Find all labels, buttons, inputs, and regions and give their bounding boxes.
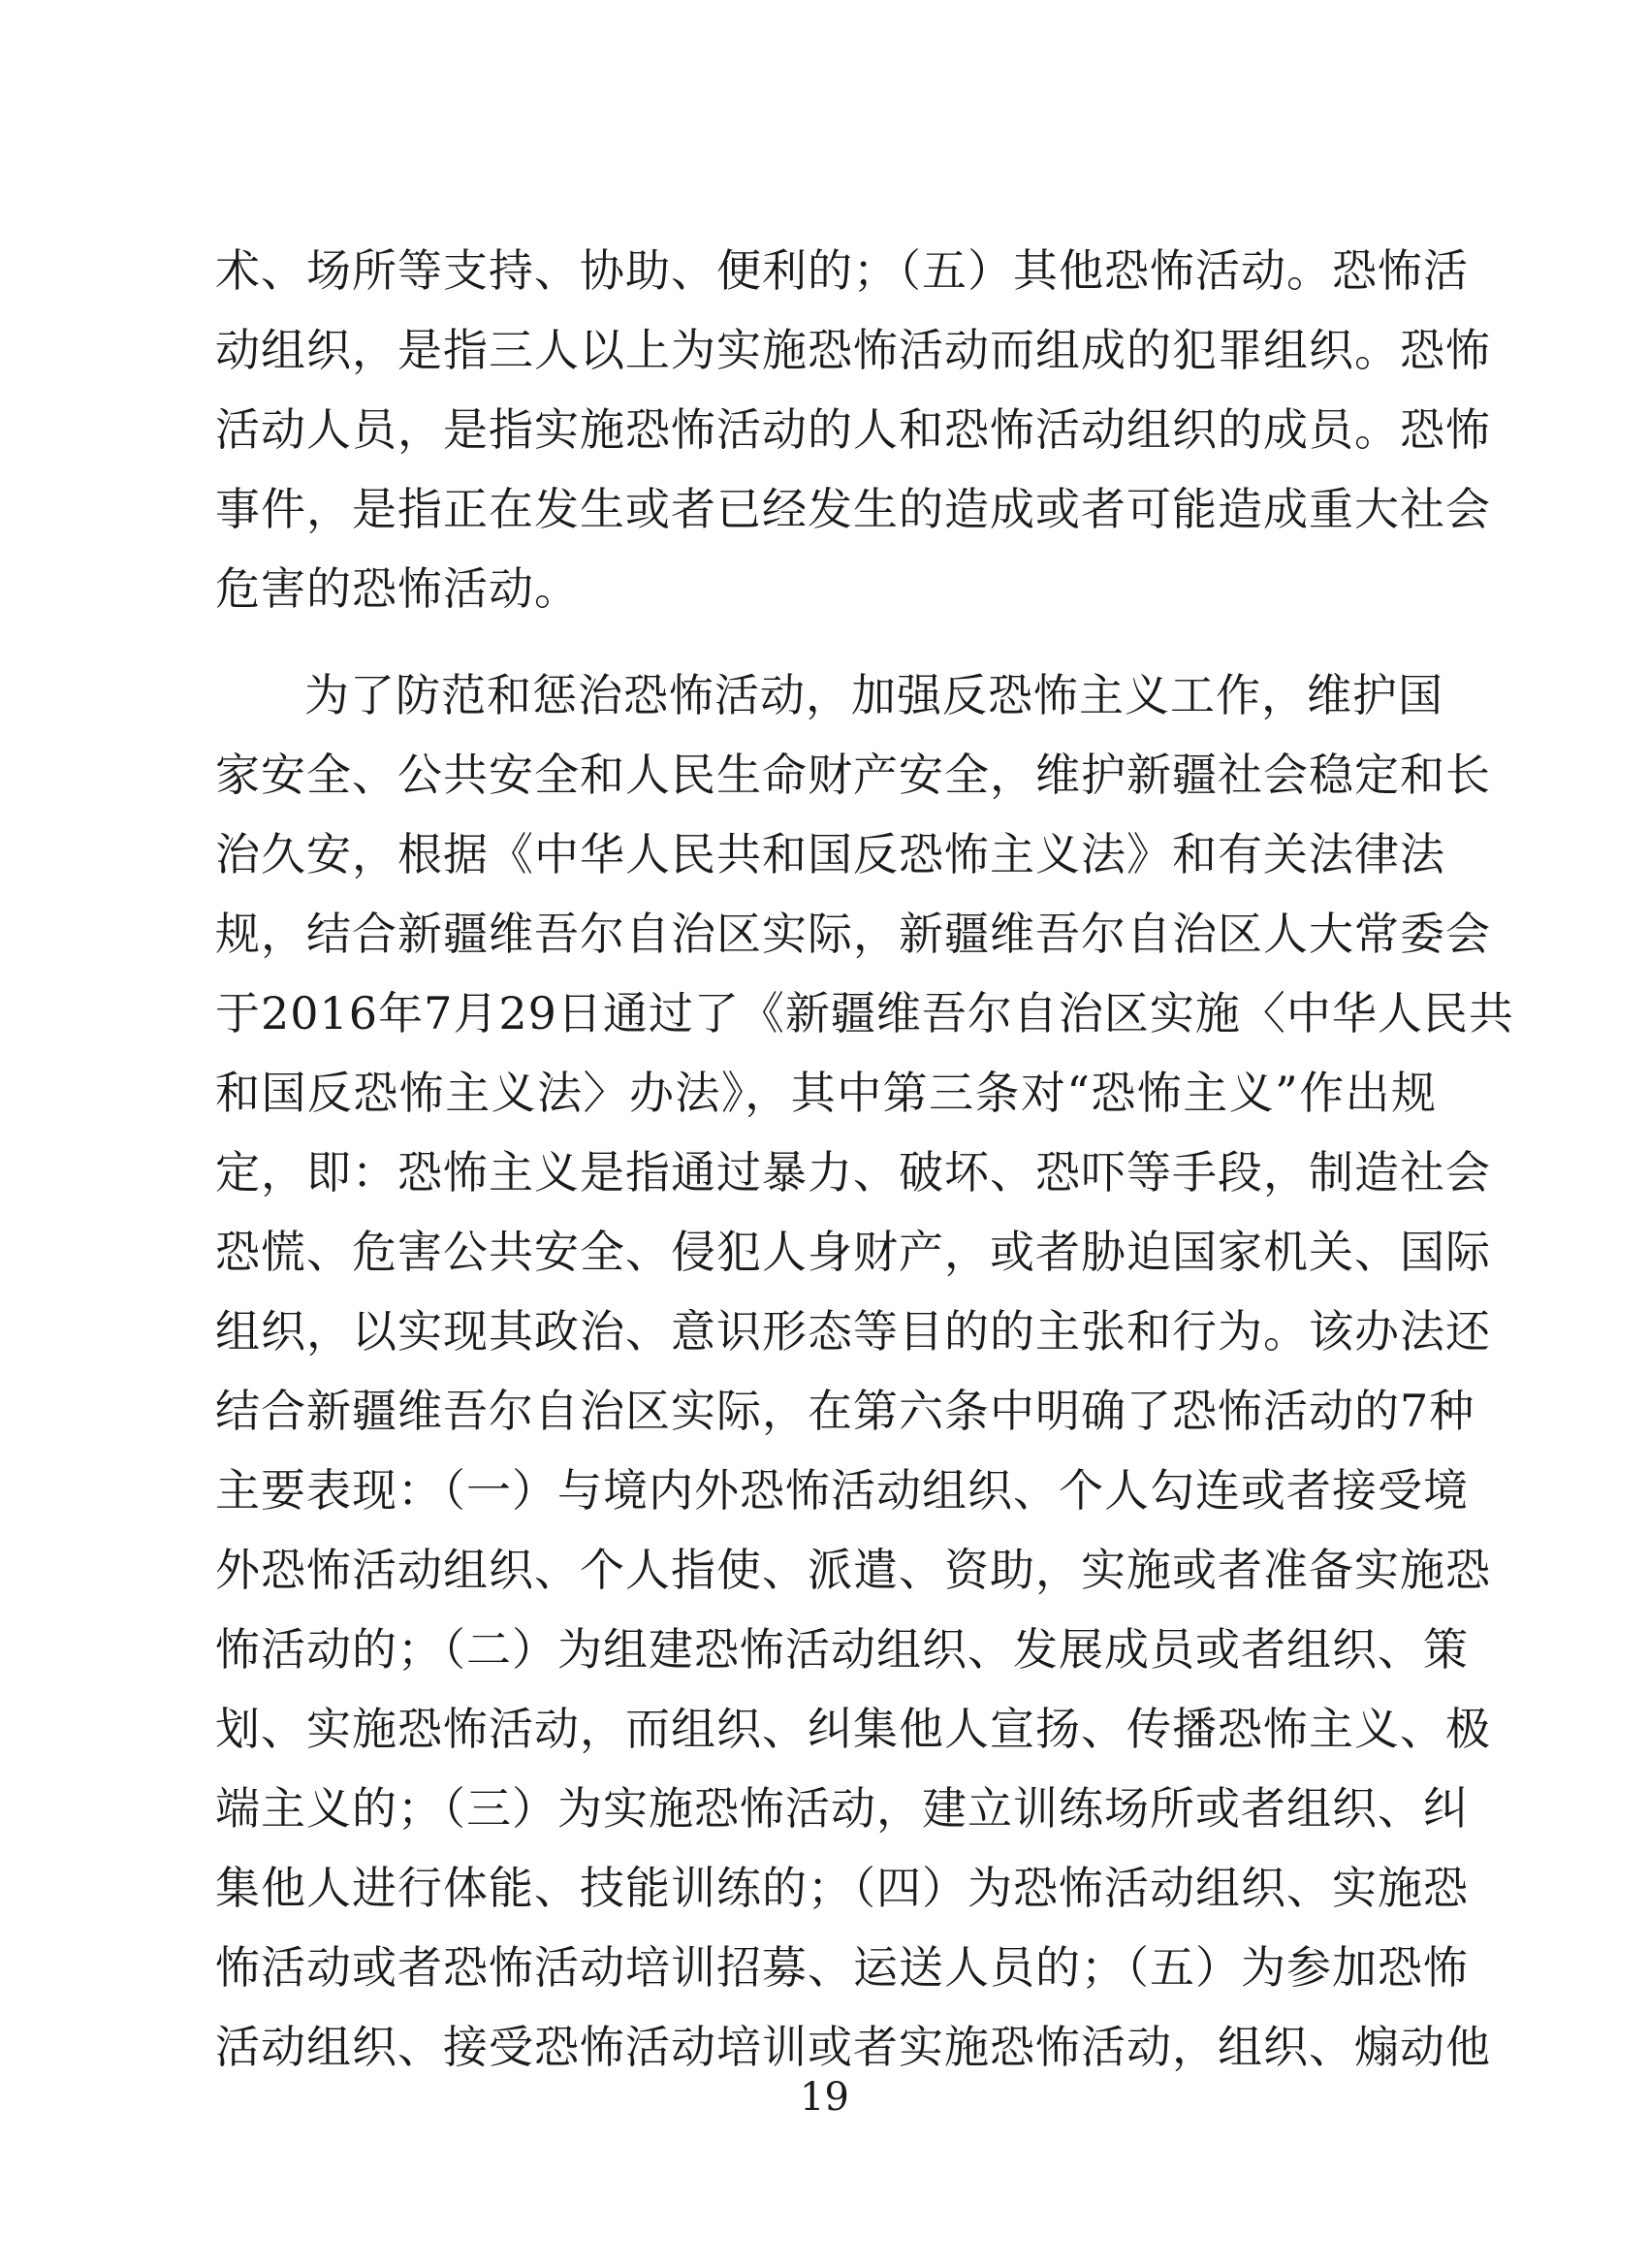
- text-line: 术、场所等支持、协助、便利的；（五）其他恐怖活动。恐怖活: [215, 244, 1469, 297]
- text-line: 外恐怖活动组织、个人指使、派遣、资助，实施或者准备实施恐: [215, 1544, 1491, 1596]
- text-line: 事件，是指正在发生或者已经发生的造成或者可能造成重大社会: [215, 483, 1491, 535]
- text-line: 于2016年7月29日通过了《新疆维吾尔自治区实施〈中华人民共: [215, 987, 1514, 1039]
- text-line: 危害的恐怖活动。: [215, 562, 580, 615]
- text-line: 治久安，根据《中华人民共和国反恐怖主义法》和有关法律法: [215, 828, 1445, 880]
- body-text: [215, 231, 1514, 2087]
- text-line: 组织，以实现其政治、意识形态等目的的主张和行为。该办法还: [215, 1305, 1491, 1358]
- text-line: 划、实施恐怖活动，而组织、纠集他人宣扬、传播恐怖主义、极: [215, 1703, 1491, 1755]
- paragraph-1: [215, 231, 1491, 628]
- text-line: 活动人员，是指实施恐怖活动的人和恐怖活动组织的成员。恐怖: [215, 403, 1491, 456]
- page-number: 19: [800, 2075, 849, 2120]
- text-line: 活动组织、接受恐怖活动培训或者实施恐怖活动，组织、煽动他: [215, 2021, 1491, 2073]
- text-line: 和国反恐怖主义法〉办法》，其中第三条对“恐怖主义”作出规: [215, 1067, 1437, 1119]
- text-line: 家安全、公共安全和人民生命财产安全，维护新疆社会稳定和长: [215, 749, 1491, 801]
- text-line: 动组织，是指三人以上为实施恐怖活动而组成的犯罪组织。恐怖: [215, 324, 1491, 376]
- text-line: 结合新疆维吾尔自治区实际，在第六条中明确了恐怖活动的7种: [215, 1385, 1475, 1437]
- text-line: 定，即：恐怖主义是指通过暴力、破坏、恐吓等手段，制造社会: [215, 1146, 1491, 1198]
- text-line: 恐慌、危害公共安全、侵犯人身财产，或者胁迫国家机关、国际: [215, 1226, 1491, 1278]
- text-line: 为了防范和惩治恐怖活动，加强反恐怖主义工作，维护国: [304, 669, 1443, 721]
- text-line: 主要表现：（一）与境内外恐怖活动组织、个人勾连或者接受境: [215, 1464, 1469, 1517]
- text-line: 怖活动或者恐怖活动培训招募、运送人员的；（五）为参加恐怖: [215, 1941, 1469, 1994]
- text-line: 规，结合新疆维吾尔自治区实际，新疆维吾尔自治区人大常委会: [215, 908, 1491, 960]
- text-line: 怖活动的；（二）为组建恐怖活动组织、发展成员或者组织、策: [215, 1623, 1469, 1676]
- paragraph-2: [215, 655, 1514, 2087]
- text-line: 端主义的；（三）为实施恐怖活动，建立训练场所或者组织、纠: [215, 1782, 1469, 1835]
- text-line: 集他人进行体能、技能训练的；（四）为恐怖活动组织、实施恐: [215, 1862, 1469, 1914]
